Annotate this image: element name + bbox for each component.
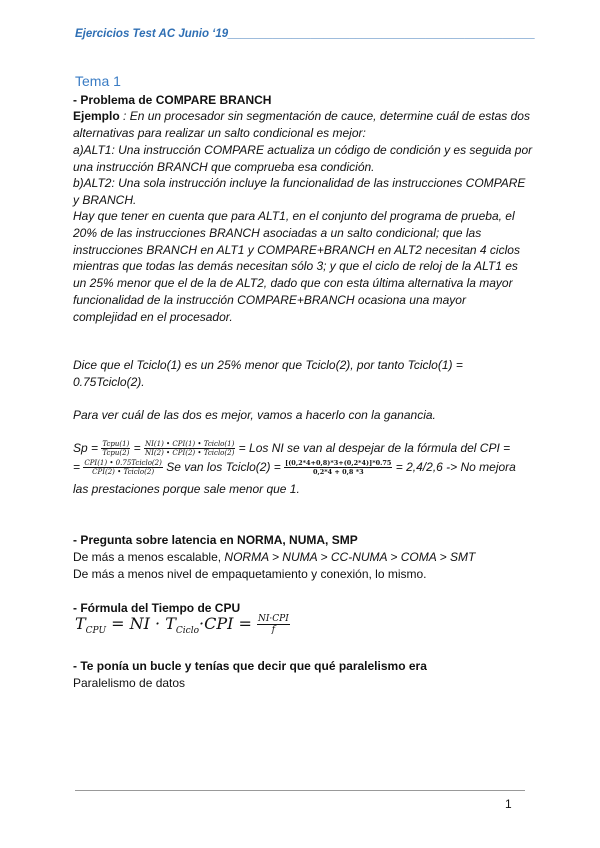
alt1-text: a)ALT1: Una instrucción COMPARE actualiza un código de condición y es seguida por una instrucción BRANCH que comprueba esa condición. xyxy=(73,143,533,174)
fraction-tcpu-num: Tcpu(1) xyxy=(102,440,130,449)
paralelismo-answer: Paralelismo de datos xyxy=(73,676,186,690)
section-title-latency: - Pregunta sobre latencia en NORMA, NUMA, SMP xyxy=(73,533,358,547)
speedup-line-2 xyxy=(73,459,543,476)
heading-tema: Tema 1 xyxy=(75,73,121,89)
formula-ni: NI · T xyxy=(129,614,176,633)
ejemplo-text: : En un procesador sin segmentación de cauce, determine cuál de estas dos alternativas para realizar un salto condicional es mejor: xyxy=(73,109,530,140)
formula-cpi: ·CPI = xyxy=(199,614,252,633)
formula-fraction xyxy=(257,614,290,635)
sp-text-1: = Los NI se van al despejar de la fórmula del CPI = xyxy=(238,441,511,455)
fraction-ni-cpi-den: NI(2) • CPI(2) • Tciclo(2) xyxy=(145,449,235,458)
alt2-text: b)ALT2: Una sola instrucción incluye la funcionalidad de las instrucciones COMPARE y BRANCH. xyxy=(73,176,526,207)
formula-fraction-den: f xyxy=(271,625,276,635)
fraction-cpi-tciclo xyxy=(83,459,163,476)
formula-fraction-num: NI·CPI xyxy=(258,614,289,624)
fraction-ni-cpi xyxy=(144,440,235,457)
page-number: 1 xyxy=(505,797,512,811)
fraction-cpi-tciclo-den: CPI(2) • Tciclo(2) xyxy=(92,468,155,477)
fraction-ni-cpi-num: NI(1) • CPI(1) • Tciclo(1) xyxy=(145,440,235,449)
fraction-cpi-tciclo-num: CPI(1) • 0.75Tciclo(2) xyxy=(84,459,162,468)
cpu-time-formula xyxy=(75,614,290,636)
sp-text-2: Se van los Tciclo(2) = xyxy=(166,460,281,474)
ejemplo-label: Ejemplo xyxy=(73,109,120,123)
formula-t-sub: CPU xyxy=(85,626,107,637)
fraction-tcpu-den: Tcpu(2) xyxy=(102,449,130,458)
eq-prefix: = xyxy=(73,460,81,474)
scalability-line xyxy=(73,549,475,566)
footer-divider xyxy=(75,790,525,791)
dice-paragraph: Dice que el Tciclo(1) es un 25% menor que Tciclo(2), por tanto Tciclo(1) = 0.75Tciclo(2). xyxy=(73,358,463,389)
fraction-tcpu xyxy=(101,440,130,457)
scalability-label: De más a menos escalable, xyxy=(73,550,225,564)
sp-text-3: = 2,4/2,6 -> No mejora xyxy=(395,460,516,474)
formula-eq: = xyxy=(111,614,125,633)
section-title-cpu-time: - Fórmula del Tiempo de CPU xyxy=(73,601,241,615)
problem-paragraph: Hay que tener en cuenta que para ALT1, en el conjunto del programa de prueba, el 20% de las instrucciones BRANCH asociadas a un salto condicional; que las instrucciones BRANCH en ALT1 y COMPARE+BRANCH en ALT2 necesitan 4 ciclos mientras que todas las demás necesitan sólo 3; y que el ciclo de reloj de la ALT1 es un 25% menor que el de la de ALT2, dado que con esta última alternativa la mayor funcionalidad de la instrucción COMPARE+BRANCH ocasiona una mayor complejidad en el procesador. xyxy=(73,209,520,324)
formula-t: T xyxy=(75,614,86,633)
para-ver-paragraph: Para ver cuál de las dos es mejor, vamos a hacerlo con la ganancia. xyxy=(73,408,436,422)
speedup-conclusion: las prestaciones porque sale menor que 1. xyxy=(73,482,300,496)
fraction-numeric-den: 0,2*4 + 0,8 *3 xyxy=(312,468,364,477)
packaging-line: De más a menos nivel de empaquetamiento y conexión, lo mismo. xyxy=(73,567,427,581)
fraction-numeric xyxy=(284,459,392,476)
formula-ciclo-sub: Ciclo xyxy=(175,626,199,637)
section-title-paralelismo: - Te ponía un bucle y tenías que decir que qué paralelismo era xyxy=(73,659,427,673)
ejemplo-paragraph xyxy=(73,108,533,142)
page-header: Ejercicios Test AC Junio ‘19________________________________________________ xyxy=(75,28,536,40)
scalability-order: NORMA > NUMA > CC-NUMA > COMA > SMT xyxy=(224,550,476,564)
sp-label: Sp = xyxy=(73,441,99,455)
fraction-numeric-num: [(0,2*4+0,8)*3+(0,2*4)]*0.75 xyxy=(285,459,392,468)
speedup-line-1: Sp = $\frac{\text{Tcpu(1)}}{\text{Tcpu(2)}}$ = $\frac{\text{NI(1) • CPI(1) • Tciclo(1)}}{\text{NI(2) • CPI(2) • Tciclo(2)}}$ = Los NI se van al despejar de la fórmula del CPI = xyxy=(73,440,511,458)
section-title-compare-branch: - Problema de COMPARE BRANCH xyxy=(73,93,272,107)
